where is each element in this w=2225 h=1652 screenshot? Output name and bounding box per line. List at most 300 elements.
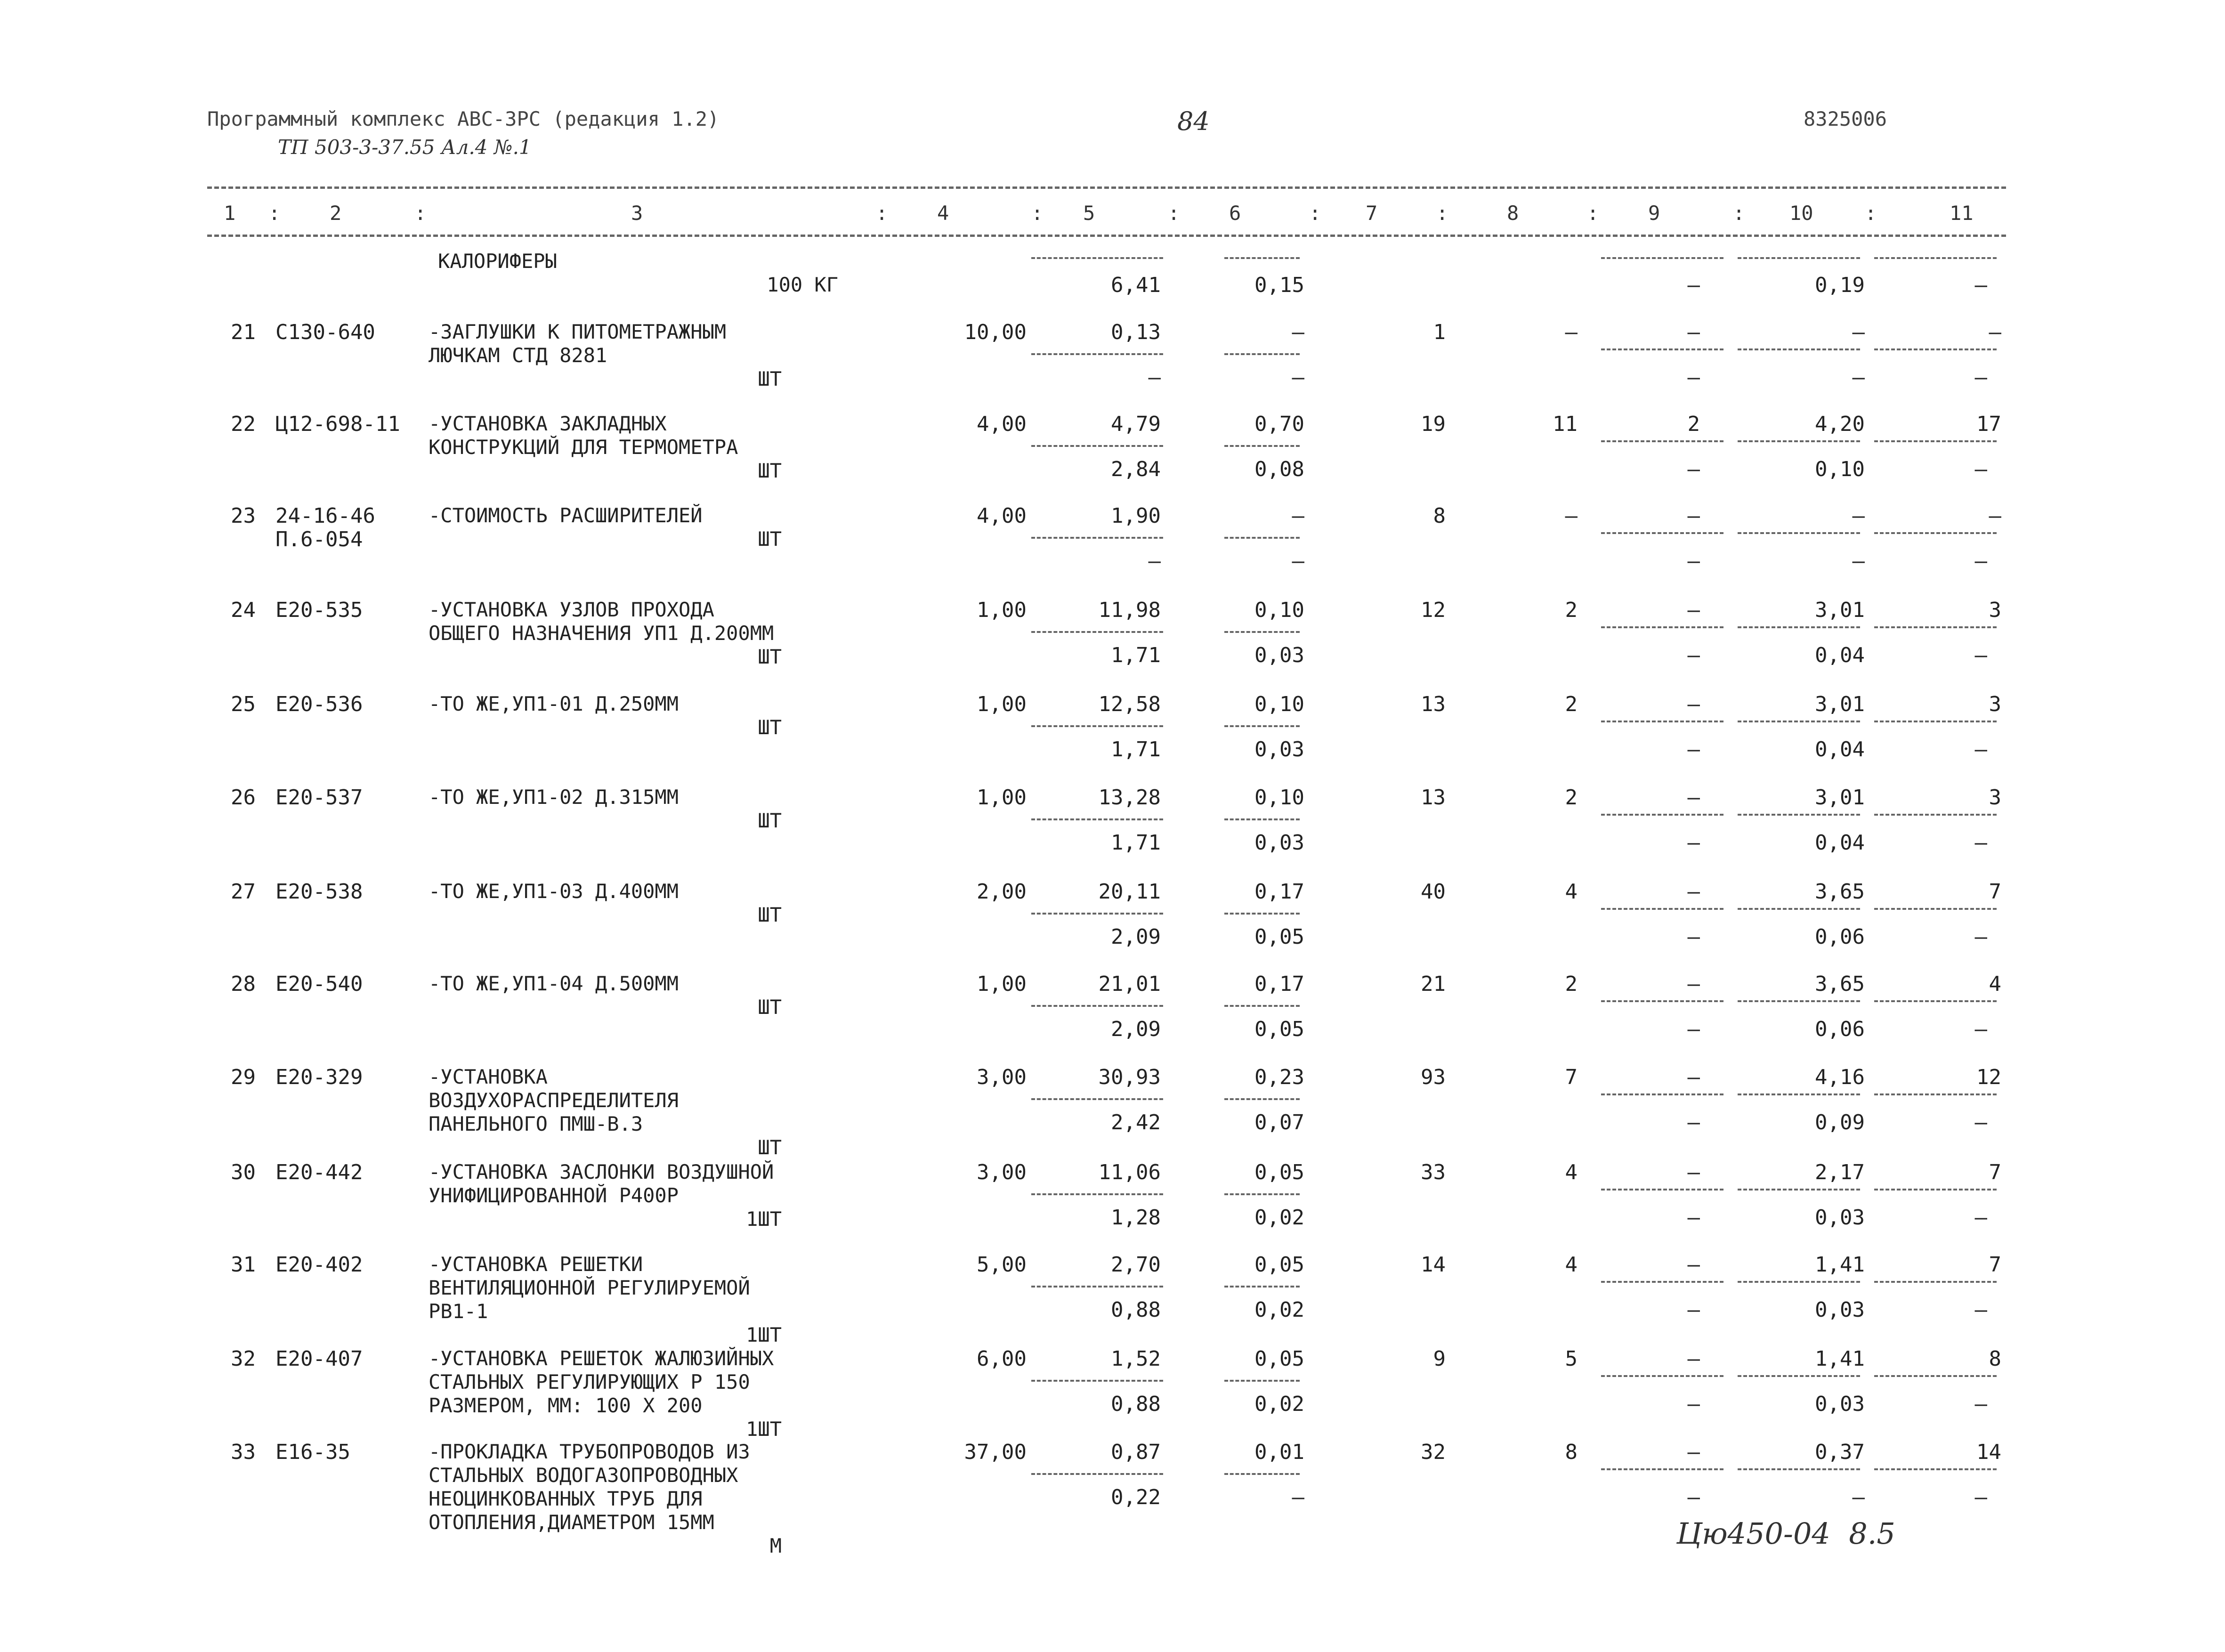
document-code: 8325006	[1804, 107, 1887, 130]
row-unit: М	[769, 1534, 782, 1557]
row-quantity: 3,00	[977, 1065, 1027, 1089]
row-col9: –	[1687, 1065, 1700, 1089]
row-description: ОТОПЛЕНИЯ,ДИАМЕТРОМ 15ММ	[429, 1511, 714, 1534]
row-quantity: 1,00	[977, 692, 1027, 716]
row-col5-sub: 2,42	[1111, 1110, 1161, 1134]
value-divider	[1031, 913, 1163, 915]
row-description: -УСТАНОВКА РЕШЕТКИ	[429, 1253, 643, 1276]
row-unit: ШТ	[758, 996, 782, 1019]
column-number: 4	[937, 202, 949, 225]
value-divider	[1601, 908, 1723, 910]
row-col11-sub: –	[1974, 1017, 1987, 1041]
row-col11-sub: –	[1974, 1392, 1987, 1416]
row-col7: 9	[1433, 1347, 1446, 1371]
value-divider	[1601, 257, 1723, 259]
row-col11-sub: –	[1974, 457, 1987, 481]
row-col9-sub: –	[1687, 831, 1700, 855]
row-col8: 4	[1565, 1253, 1578, 1277]
row-col9: –	[1687, 880, 1700, 904]
row-col10: 2,17	[1815, 1160, 1865, 1184]
column-separator: :	[1031, 202, 1044, 225]
row-description: -УСТАНОВКА ЗАСЛОНКИ ВОЗДУШНОЙ	[429, 1160, 774, 1183]
row-col11-sub: –	[1974, 1206, 1987, 1230]
row-col9-sub: –	[1687, 1298, 1700, 1322]
value-divider	[1031, 537, 1163, 539]
row-unit: 100 КГ	[767, 273, 838, 296]
row-col5-sub: 6,41	[1111, 273, 1161, 297]
row-col11: –	[1989, 320, 2001, 344]
row-code: Е20-442	[275, 1160, 363, 1184]
row-description: ЛЮЧКАМ СТД 8281	[429, 344, 607, 367]
row-number: 31	[231, 1253, 256, 1277]
row-col8: 2	[1565, 598, 1578, 622]
row-code: Е20-540	[275, 972, 363, 996]
value-divider	[1031, 353, 1163, 355]
row-code: Е16-35	[275, 1440, 350, 1464]
value-divider	[1738, 1093, 1860, 1095]
row-col7: 19	[1421, 412, 1446, 436]
row-col9-sub: –	[1687, 643, 1700, 667]
row-quantity: 1,00	[977, 972, 1027, 996]
value-divider	[1738, 626, 1860, 628]
row-col10-sub: 0,06	[1815, 1017, 1865, 1041]
value-divider	[1874, 721, 1997, 722]
row-unit: ШТ	[758, 527, 782, 551]
row-col10-sub: 0,04	[1815, 831, 1865, 855]
row-col10: 4,16	[1815, 1065, 1865, 1089]
row-col7: 93	[1421, 1065, 1446, 1089]
value-divider	[1601, 814, 1723, 816]
row-col7: 33	[1421, 1160, 1446, 1184]
row-description: СТАЛЬНЫХ ВОДОГАЗОПРОВОДНЫХ	[429, 1464, 738, 1487]
value-divider	[1601, 721, 1723, 722]
row-col11: 8	[1989, 1347, 2001, 1371]
row-col7: 12	[1421, 598, 1446, 622]
row-code: Е20-538	[275, 880, 363, 904]
row-col10-sub: 0,03	[1815, 1298, 1865, 1322]
value-divider	[1601, 532, 1723, 534]
row-description: -ТО ЖЕ,УП1-02 Д.315ММ	[429, 786, 679, 809]
row-number: 33	[231, 1440, 256, 1464]
row-col9-sub: –	[1687, 1392, 1700, 1416]
row-quantity: 6,00	[977, 1347, 1027, 1371]
row-col7: 1	[1433, 320, 1446, 344]
row-col9: –	[1687, 598, 1700, 622]
row-code: Е20-402	[275, 1253, 363, 1277]
row-col6-sub: 0,05	[1254, 925, 1304, 949]
column-number: 2	[330, 202, 342, 225]
value-divider	[1738, 532, 1860, 534]
value-divider	[1224, 631, 1300, 633]
value-divider	[1874, 440, 1997, 442]
row-col5: 20,11	[1098, 880, 1161, 904]
value-divider	[1224, 1380, 1300, 1382]
row-col10: –	[1852, 504, 1865, 528]
row-unit: ШТ	[758, 903, 782, 926]
row-description: -СТОИМОСТЬ РАСШИРИТЕЛЕЙ	[429, 504, 703, 527]
row-col8: 4	[1565, 880, 1578, 904]
row-col10: 0,37	[1815, 1440, 1865, 1464]
value-divider	[1031, 257, 1163, 259]
row-col9-sub: –	[1687, 1110, 1700, 1134]
row-col5-sub: –	[1148, 549, 1161, 573]
row-col8: 11	[1553, 412, 1578, 436]
row-col10-sub: –	[1852, 1485, 1865, 1509]
row-col8: 7	[1565, 1065, 1578, 1089]
row-col11: 7	[1989, 1253, 2001, 1277]
row-col6: 0,05	[1254, 1160, 1304, 1184]
row-number: 24	[231, 598, 256, 622]
row-description: РВ1-1	[429, 1300, 488, 1323]
row-number: 25	[231, 692, 256, 716]
row-col5-sub: –	[1148, 365, 1161, 389]
value-divider	[1738, 257, 1860, 259]
value-divider	[1874, 1000, 1997, 1002]
row-quantity: 4,00	[977, 412, 1027, 436]
row-col5-sub: 0,22	[1111, 1485, 1161, 1509]
row-code: Е20-535	[275, 598, 363, 622]
row-code: Е20-537	[275, 786, 363, 810]
row-col10: 3,01	[1815, 598, 1865, 622]
row-unit: 1ШТ	[746, 1323, 782, 1346]
row-col9-sub: –	[1687, 457, 1700, 481]
value-divider	[1601, 440, 1723, 442]
row-col10-sub: 0,03	[1815, 1392, 1865, 1416]
row-col6: 0,17	[1254, 880, 1304, 904]
column-number: 7	[1366, 202, 1378, 225]
row-unit: ШТ	[758, 1136, 782, 1159]
value-divider	[1224, 1193, 1300, 1195]
row-description: КАЛОРИФЕРЫ	[438, 250, 557, 273]
row-col11: 3	[1989, 598, 2001, 622]
row-description: -УСТАНОВКА УЗЛОВ ПРОХОДА	[429, 598, 714, 621]
row-col10-sub: –	[1852, 365, 1865, 389]
value-divider	[1031, 445, 1163, 447]
row-col10-sub: 0,10	[1815, 457, 1865, 481]
value-divider	[1874, 814, 1997, 816]
row-quantity: 5,00	[977, 1253, 1027, 1277]
value-divider	[1031, 725, 1163, 727]
value-divider	[1224, 818, 1300, 820]
row-number: 32	[231, 1347, 256, 1371]
value-divider	[1224, 257, 1300, 259]
value-divider	[1738, 721, 1860, 722]
row-col9-sub: –	[1687, 1206, 1700, 1230]
row-col10: 3,01	[1815, 786, 1865, 810]
row-col9-sub: –	[1687, 1017, 1700, 1041]
value-divider	[1874, 908, 1997, 910]
column-separator: :	[1309, 202, 1321, 225]
row-col6: 0,10	[1254, 692, 1304, 716]
row-code: Е20-407	[275, 1347, 363, 1371]
value-divider	[1601, 348, 1723, 350]
row-col11-sub: –	[1974, 925, 1987, 949]
value-divider	[1601, 1468, 1723, 1470]
row-col8: –	[1565, 504, 1578, 528]
row-col5: 4,79	[1111, 412, 1161, 436]
row-quantity: 3,00	[977, 1160, 1027, 1184]
row-description: -ТО ЖЕ,УП1-04 Д.500ММ	[429, 972, 679, 995]
row-number: 28	[231, 972, 256, 996]
row-number: 23	[231, 504, 256, 528]
value-divider	[1601, 1189, 1723, 1190]
row-col9: –	[1687, 1347, 1700, 1371]
row-col10: 1,41	[1815, 1347, 1865, 1371]
row-col5-sub: 1,28	[1111, 1206, 1161, 1230]
value-divider	[1738, 908, 1860, 910]
row-description: УНИФИЦИРОВАННОЙ Р400Р	[429, 1184, 679, 1207]
row-description: ОБЩЕГО НАЗНАЧЕНИЯ УП1 Д.200ММ	[429, 622, 774, 645]
header-rule-top	[207, 186, 2006, 189]
row-col9: –	[1687, 1440, 1700, 1464]
row-col9: –	[1687, 1253, 1700, 1277]
row-col5: 21,01	[1098, 972, 1161, 996]
column-number: 10	[1789, 202, 1813, 225]
row-description: НЕОЦИНКОВАННЫХ ТРУБ ДЛЯ	[429, 1487, 703, 1510]
column-number: 6	[1229, 202, 1241, 225]
row-col10: 3,65	[1815, 972, 1865, 996]
value-divider	[1031, 1193, 1163, 1195]
row-col5: 0,87	[1111, 1440, 1161, 1464]
column-separator: :	[414, 202, 427, 225]
row-col6: 0,10	[1254, 786, 1304, 810]
row-description: -УСТАНОВКА	[429, 1065, 548, 1088]
value-divider	[1738, 1000, 1860, 1002]
row-col6-sub: 0,02	[1254, 1206, 1304, 1230]
row-col10: 4,20	[1815, 412, 1865, 436]
row-col6-sub: 0,03	[1254, 737, 1304, 761]
row-col5-sub: 1,71	[1111, 643, 1161, 667]
row-col6-sub: 0,07	[1254, 1110, 1304, 1134]
row-unit: ШТ	[758, 716, 782, 739]
row-col5-sub: 2,09	[1111, 1017, 1161, 1041]
row-col5: 13,28	[1098, 786, 1161, 810]
header-rule-bottom	[207, 235, 2006, 237]
row-col8: 4	[1565, 1160, 1578, 1184]
row-quantity: 1,00	[977, 786, 1027, 810]
row-col6-sub: –	[1292, 365, 1304, 389]
row-number: 29	[231, 1065, 256, 1089]
row-col10: –	[1852, 320, 1865, 344]
value-divider	[1738, 1281, 1860, 1283]
row-description: КОНСТРУКЦИЙ ДЛЯ ТЕРМОМЕТРА	[429, 436, 738, 459]
value-divider	[1874, 532, 1997, 534]
row-col10-sub: 0,03	[1815, 1206, 1865, 1230]
row-unit: ШТ	[758, 367, 782, 390]
row-col9-sub: –	[1687, 549, 1700, 573]
row-code-extra: П.6-054	[275, 527, 363, 551]
row-col11: 4	[1989, 972, 2001, 996]
row-col6-sub: 0,03	[1254, 831, 1304, 855]
row-col6-sub: 0,15	[1254, 273, 1304, 297]
row-code: 24-16-46	[275, 504, 375, 528]
value-divider	[1601, 626, 1723, 628]
row-col7: 40	[1421, 880, 1446, 904]
row-quantity: 4,00	[977, 504, 1027, 528]
row-col11: 17	[1976, 412, 2001, 436]
row-col8: 2	[1565, 692, 1578, 716]
row-col6: 0,05	[1254, 1253, 1304, 1277]
row-col11-sub: –	[1974, 831, 1987, 855]
value-divider	[1031, 1005, 1163, 1007]
row-col11: –	[1989, 504, 2001, 528]
row-col11-sub: –	[1974, 549, 1987, 573]
row-col11: 14	[1976, 1440, 2001, 1464]
row-col11: 12	[1976, 1065, 2001, 1089]
row-col6-sub: 0,02	[1254, 1392, 1304, 1416]
value-divider	[1224, 445, 1300, 447]
row-col11-sub: –	[1974, 365, 1987, 389]
row-unit: ШТ	[758, 645, 782, 668]
value-divider	[1601, 1281, 1723, 1283]
row-quantity: 1,00	[977, 598, 1027, 622]
row-col11: 7	[1989, 880, 2001, 904]
row-col6: –	[1292, 320, 1304, 344]
row-col5: 0,13	[1111, 320, 1161, 344]
row-col5-sub: 2,84	[1111, 457, 1161, 481]
value-divider	[1874, 1468, 1997, 1470]
row-col9: –	[1687, 1160, 1700, 1184]
row-quantity: 10,00	[964, 320, 1027, 344]
row-description: -ПРОКЛАДКА ТРУБОПРОВОДОВ ИЗ	[429, 1440, 750, 1463]
row-col5: 1,90	[1111, 504, 1161, 528]
row-col8: –	[1565, 320, 1578, 344]
row-description: СТАЛЬНЫХ РЕГУЛИРУЮЩИХ Р 150	[429, 1370, 750, 1393]
value-divider	[1031, 818, 1163, 820]
value-divider	[1224, 725, 1300, 727]
row-col11: 3	[1989, 692, 2001, 716]
row-col6-sub: –	[1292, 1485, 1304, 1509]
row-col5: 11,98	[1098, 598, 1161, 622]
footer-note: Цю450-04 8.5	[1676, 1516, 1895, 1551]
value-divider	[1874, 1189, 1997, 1190]
value-divider	[1224, 353, 1300, 355]
row-col10-sub: 0,04	[1815, 643, 1865, 667]
row-col6: 0,10	[1254, 598, 1304, 622]
row-col10-sub: 0,19	[1815, 273, 1865, 297]
row-col11: 7	[1989, 1160, 2001, 1184]
row-col5-sub: 2,09	[1111, 925, 1161, 949]
row-unit: 1ШТ	[746, 1207, 782, 1231]
column-number: 5	[1083, 202, 1095, 225]
column-separator: :	[876, 202, 888, 225]
column-separator: :	[1436, 202, 1448, 225]
row-col11: 3	[1989, 786, 2001, 810]
row-col6-sub: 0,02	[1254, 1298, 1304, 1322]
value-divider	[1874, 626, 1997, 628]
value-divider	[1738, 1468, 1860, 1470]
row-col6: 0,70	[1254, 412, 1304, 436]
row-unit: ШТ	[758, 459, 782, 482]
value-divider	[1224, 537, 1300, 539]
row-code: Ц12-698-11	[275, 412, 400, 436]
row-col9: –	[1687, 786, 1700, 810]
project-reference: ТП 503-3-37.55 Ал.4 №.1	[278, 136, 532, 159]
row-quantity: 37,00	[964, 1440, 1027, 1464]
row-unit: 1ШТ	[746, 1417, 782, 1441]
row-col6-sub: 0,05	[1254, 1017, 1304, 1041]
row-code: Е20-329	[275, 1065, 363, 1089]
row-col5-sub: 0,88	[1111, 1392, 1161, 1416]
row-col9-sub: –	[1687, 1485, 1700, 1509]
row-col8: 8	[1565, 1440, 1578, 1464]
row-description: ВЕНТИЛЯЦИОННОЙ РЕГУЛИРУЕМОЙ	[429, 1276, 750, 1299]
row-col9: –	[1687, 972, 1700, 996]
column-separator: :	[268, 202, 281, 225]
row-col10: 3,01	[1815, 692, 1865, 716]
row-description: РАЗМЕРОМ, ММ: 100 Х 200	[429, 1394, 703, 1417]
column-number: 9	[1648, 202, 1660, 225]
column-number: 8	[1507, 202, 1519, 225]
column-separator: :	[1733, 202, 1745, 225]
row-col10: 3,65	[1815, 880, 1865, 904]
value-divider	[1738, 814, 1860, 816]
row-description: -УСТАНОВКА ЗАКЛАДНЫХ	[429, 412, 667, 435]
row-col10-sub: 0,04	[1815, 737, 1865, 761]
row-col9: –	[1687, 692, 1700, 716]
value-divider	[1874, 1375, 1997, 1377]
row-col7: 13	[1421, 786, 1446, 810]
row-col6: –	[1292, 504, 1304, 528]
value-divider	[1224, 1098, 1300, 1100]
row-col10: 1,41	[1815, 1253, 1865, 1277]
row-description: -ТО ЖЕ,УП1-03 Д.400ММ	[429, 880, 679, 903]
row-col6-sub: 0,03	[1254, 643, 1304, 667]
row-col5: 11,06	[1098, 1160, 1161, 1184]
row-col11-sub: –	[1974, 1298, 1987, 1322]
row-description: ВОЗДУХОРАСПРЕДЕЛИТЕЛЯ	[429, 1089, 679, 1112]
value-divider	[1601, 1093, 1723, 1095]
row-description: ПАНЕЛЬНОГО ПМШ-В.3	[429, 1112, 643, 1135]
column-separator: :	[1587, 202, 1599, 225]
column-number: 3	[631, 202, 643, 225]
value-divider	[1031, 1286, 1163, 1288]
row-col9-sub: –	[1687, 365, 1700, 389]
value-divider	[1031, 631, 1163, 633]
column-number: 1	[224, 202, 236, 225]
row-number: 21	[231, 320, 256, 344]
column-separator: :	[1865, 202, 1877, 225]
row-description: -ТО ЖЕ,УП1-01 Д.250ММ	[429, 692, 679, 715]
column-separator: :	[1168, 202, 1180, 225]
value-divider	[1601, 1375, 1723, 1377]
row-col10-sub: 0,06	[1815, 925, 1865, 949]
row-col5-sub: 0,88	[1111, 1298, 1161, 1322]
column-number: 11	[1950, 202, 1974, 225]
value-divider	[1031, 1098, 1163, 1100]
value-divider	[1738, 348, 1860, 350]
row-number: 30	[231, 1160, 256, 1184]
row-col11-sub: –	[1974, 643, 1987, 667]
value-divider	[1031, 1473, 1163, 1475]
row-col7: 13	[1421, 692, 1446, 716]
row-col11-sub: –	[1974, 273, 1987, 297]
row-col8: 2	[1565, 786, 1578, 810]
value-divider	[1031, 1380, 1163, 1382]
row-col5: 2,70	[1111, 1253, 1161, 1277]
value-divider	[1874, 1093, 1997, 1095]
value-divider	[1601, 1000, 1723, 1002]
value-divider	[1738, 1375, 1860, 1377]
value-divider	[1874, 1281, 1997, 1283]
row-col5: 1,52	[1111, 1347, 1161, 1371]
row-col7: 32	[1421, 1440, 1446, 1464]
row-col5-sub: 1,71	[1111, 831, 1161, 855]
row-col6-sub: –	[1292, 549, 1304, 573]
row-col8: 2	[1565, 972, 1578, 996]
row-col11-sub: –	[1974, 1110, 1987, 1134]
row-description: -ЗАГЛУШКИ К ПИТОМЕТРАЖНЫМ	[429, 320, 727, 343]
